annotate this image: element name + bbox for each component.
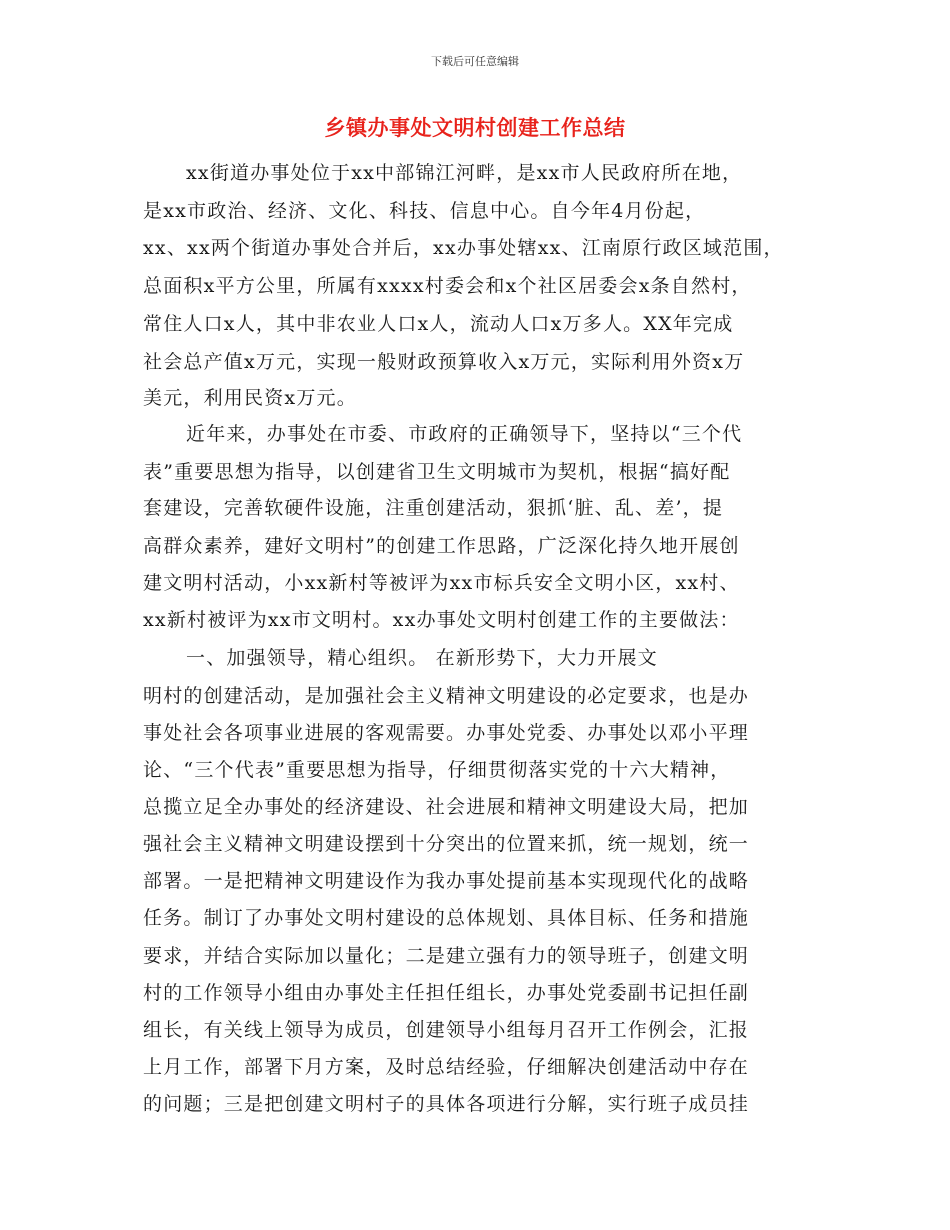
header-note: 下载后可任意编辑 <box>431 55 519 68</box>
body-line: 美元，利用民资x万元。 <box>143 387 357 409</box>
body-line: xx街道办事处位于xx中部锦江河畔，是xx市人民政府所在地， <box>186 162 743 184</box>
body-line: 建文明村活动，小xx新村等被评为xx市标兵安全文明小区，xx村、 <box>143 572 740 594</box>
body-line: 强社会主义精神文明建设摆到十分突出的位置来抓，统一规划，统一 <box>143 833 750 855</box>
body-line: 的问题；三是把创建文明村子的具体各项进行分解，实行班子成员挂 <box>143 1093 750 1115</box>
document-title: 乡镇办事处文明村创建工作总结 <box>324 116 626 140</box>
body-line: xx、xx两个街道办事处合并后，xx办事处辖xx、江南原行政区域范围， <box>143 237 784 259</box>
body-line: 要求，并结合实际加以量化；二是建立强有力的领导班子，创建文明 <box>143 945 750 967</box>
body-line: 组长，有关线上领导为成员，创建领导小组每月召开工作例会，汇报 <box>143 1019 750 1041</box>
body-line: 表”重要思想为指导，以创建省卫生文明城市为契机，根据“搞好配 <box>143 461 731 483</box>
body-line: 任务。制订了办事处文明村建设的总体规划、具体目标、任务和措施 <box>143 907 750 929</box>
body-line: 总揽立足全办事处的经济建设、社会进展和精神文明建设大局，把加 <box>143 796 750 818</box>
body-line: 近年来，办事处在市委、市政府的正确领导下，坚持以“三个代 <box>186 423 743 445</box>
section-heading-line: 一、加强领导，精心组织。 在新形势下，大力开展文 <box>186 647 658 669</box>
body-line: 明村的创建活动，是加强社会主义精神文明建设的必定要求，也是办 <box>143 685 750 707</box>
body-line: 常住人口x人，其中非农业人口x人，流动人口x万多人。XX年完成 <box>143 313 734 335</box>
body-line: 部署。一是把精神文明建设作为我办事处提前基本实现现代化的战略 <box>143 870 750 892</box>
body-line: xx新村被评为xx市文明村。xx办事处文明村创建工作的主要做法： <box>143 609 740 631</box>
body-line: 事处社会各项事业进展的客观需要。办事处党委、办事处以邓小平理 <box>143 722 750 744</box>
body-line: 社会总产值x万元，实现一般财政预算收入x万元，实际利用外资x万 <box>143 351 745 373</box>
body-line: 村的工作领导小组由办事处主任担任组长，办事处党委副书记担任副 <box>143 982 750 1004</box>
body-line: 上月工作，部署下月方案，及时总结经验，仔细解决创建活动中存在 <box>143 1056 750 1078</box>
body-line: 论、“三个代表”重要思想为指导，仔细贯彻落实党的十六大精神， <box>143 759 731 781</box>
body-line: 是xx市政治、经济、文化、科技、信息中心。自今年4月份起， <box>143 200 706 222</box>
body-line: 高群众素养，建好文明村”的创建工作思路，广泛深化持久地开展创 <box>143 535 740 557</box>
body-line: 套建设，完善软硬件设施，注重创建活动，狠抓‘脏、乱、差’，提 <box>143 497 724 519</box>
body-line: 总面积x平方公里，所属有xxxx村委会和x个社区居委会x条自然村， <box>143 275 752 297</box>
